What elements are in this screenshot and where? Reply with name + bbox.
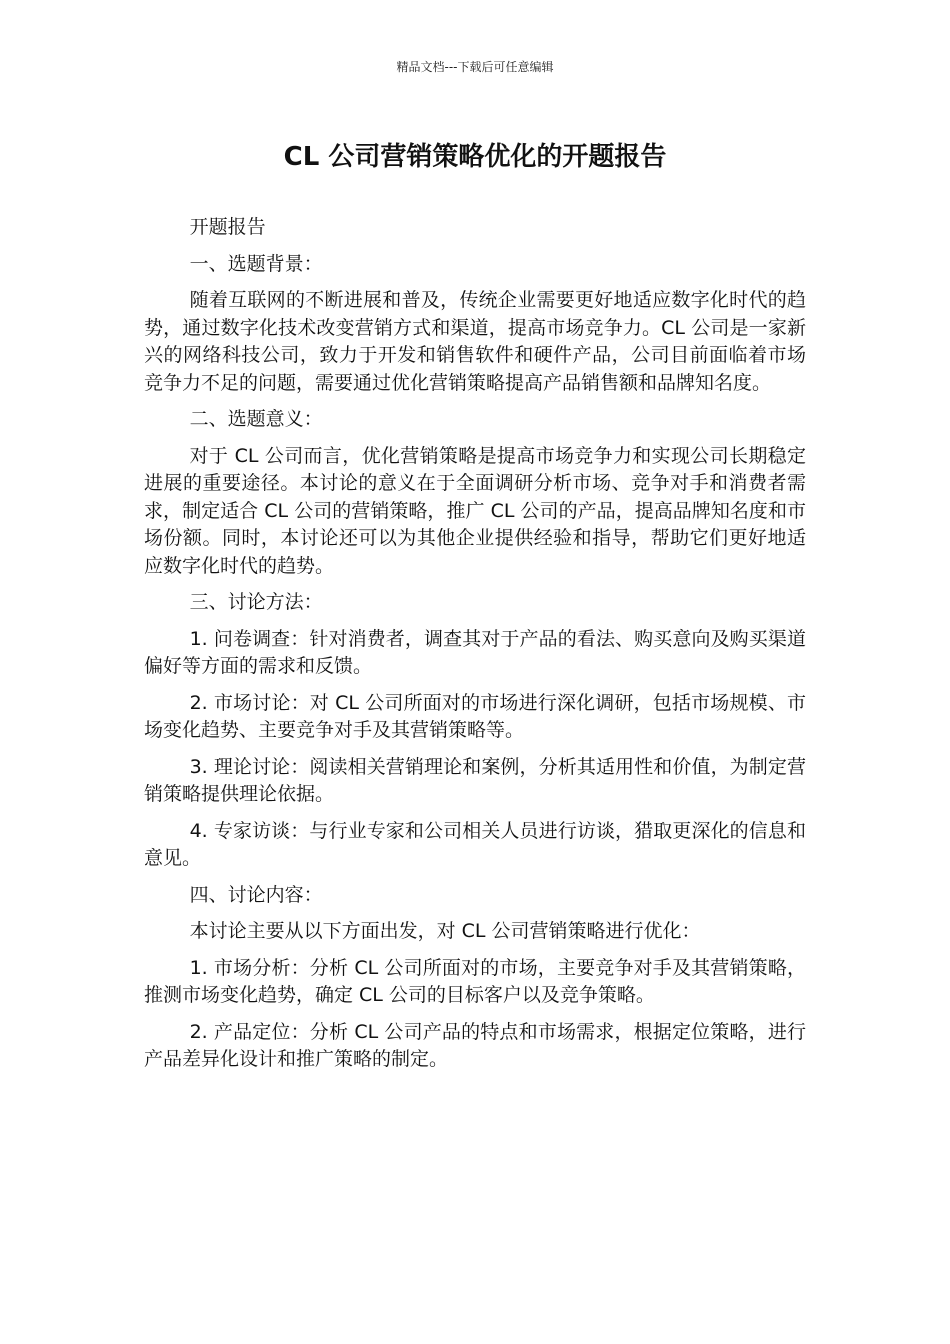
list-item: 2. 市场讨论：对 CL 公司所面对的市场进行深化调研，包括市场规模、市场变化趋势、主要竞争对手及其营销策略等。: [144, 691, 806, 741]
section-heading: 四、讨论内容：: [189, 883, 323, 906]
list-item: 1. 市场分析：分析 CL 公司所面对的市场，主要竞争对手及其营销策略，推测市场变化趋势，确定 CL 公司的目标客户以及竞争策略。: [144, 956, 806, 1006]
section-heading: 二、选题意义：: [189, 408, 323, 430]
section-heading: 三、讨论方法：: [189, 591, 323, 613]
list-item: 3. 理论讨论：阅读相关营销理论和案例，分析其适用性和价值，为制定营销策略提供理论依据。: [144, 755, 806, 805]
paragraph: 本讨论主要从以下方面出发，对 CL 公司营销策略进行优化：: [189, 920, 701, 942]
paragraph: 开题报告: [189, 216, 266, 238]
list-item: 4. 专家访谈：与行业专家和公司相关人员进行访谈，猎取更深化的信息和意见。: [144, 819, 806, 869]
document-title: CL 公司营销策略优化的开题报告: [283, 142, 667, 172]
section-heading: 一、选题背景：: [189, 252, 323, 275]
list-item: 2. 产品定位：分析 CL 公司产品的特点和市场需求，根据定位策略，进行产品差异化设计和推广策略的制定。: [144, 1020, 806, 1070]
page-header: 精品文档---下载后可任意编辑: [396, 60, 554, 74]
paragraph: 对于 CL 公司而言，优化营销策略是提高市场竞争力和实现公司长期稳定进展的重要途径。本讨论的意义在于全面调研分析市场、竞争对手和消费者需求，制定适合 CL 公司的营销策略，推广 CL 公司的产品，提高品牌知名度和市场份额。同时，本讨论还可以为其他企业提供经验和指导，帮助它们更好地适应数字化时代的趋势。: [144, 444, 806, 577]
list-item: 1. 问卷调查：针对消费者，调查其对于产品的看法、购买意向及购买渠道偏好等方面的需求和反馈。: [144, 627, 806, 677]
document-body: [144, 214, 806, 1083]
paragraph: 随着互联网的不断进展和普及，传统企业需要更好地适应数字化时代的趋势，通过数字化技术改变营销方式和渠道，提高市场竞争力。CL 公司是一家新兴的网络科技公司，致力于开发和销售软件和硬件产品，公司目前面临着市场竞争力不足的问题，需要通过优化营销策略提高产品销售额和品牌知名度。: [144, 289, 806, 394]
